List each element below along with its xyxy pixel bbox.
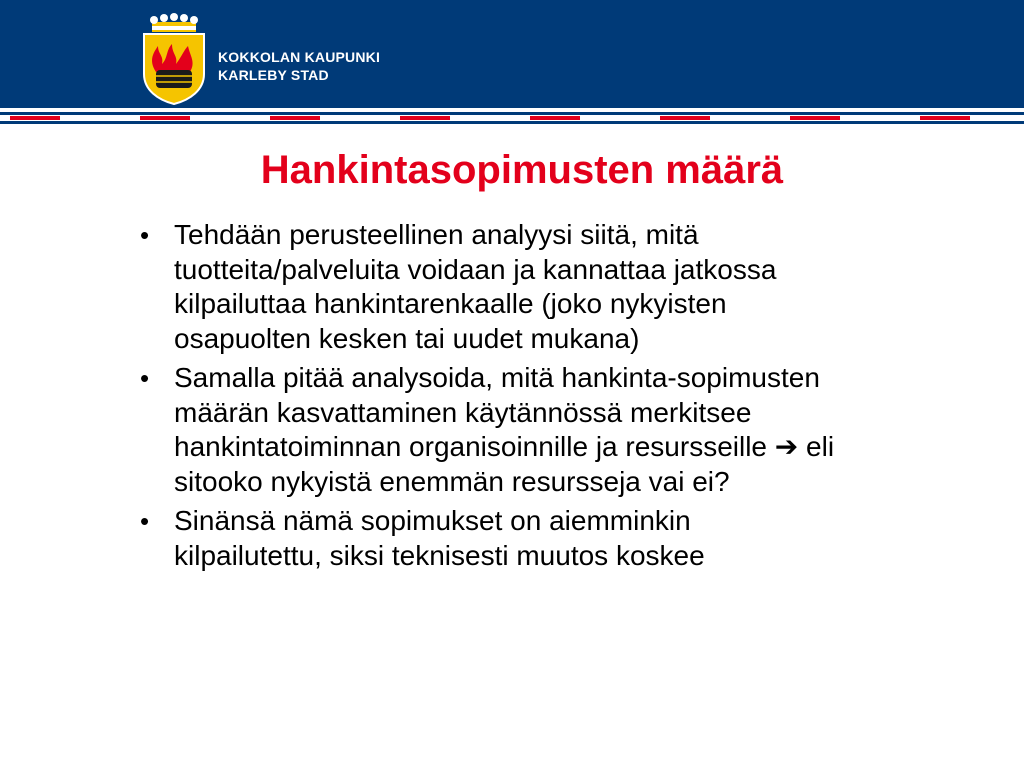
header-banner — [0, 0, 1024, 108]
list-item — [136, 504, 836, 573]
bullet-icon: • — [140, 220, 150, 250]
bullet-text: Tehdään perusteellinen analyysi siitä, mitä tuotteita/palveluita voidaan ja kannattaa jatkossa kilpailuttaa hankintarenkaalle (joko nykyisten osapuolten kesken tai uudet mukana) — [174, 219, 777, 354]
org-name-swedish: KARLEBY STAD — [218, 67, 329, 83]
list-item — [136, 361, 836, 499]
bullet-icon: • — [140, 506, 150, 536]
slide-title: Hankintasopimusten määrä — [260, 148, 784, 192]
list-item — [136, 218, 836, 356]
bullet-text: Samalla pitää analysoida, mitä hankinta-sopimusten määrän kasvattaminen käytännössä merkitsee hankintatoiminnan organisoinnille ja resursseille — [174, 362, 820, 462]
city-coat-of-arms-icon — [138, 12, 210, 106]
organization-name — [218, 48, 380, 84]
header-stripe — [0, 108, 1024, 126]
arrow-right-icon: ➔ — [774, 431, 799, 462]
bullet-text-continued: eli sitooko nykyistä enemmän resursseja vai ei? — [174, 431, 835, 497]
bullet-list — [136, 218, 836, 578]
bullet-text: Sinänsä nämä sopimukset on aiemminkin kilpailutettu, siksi teknisesti muutos koskee — [174, 505, 705, 571]
bullet-icon: • — [140, 363, 150, 393]
org-name-finnish: KOKKOLAN KAUPUNKI — [218, 49, 381, 65]
